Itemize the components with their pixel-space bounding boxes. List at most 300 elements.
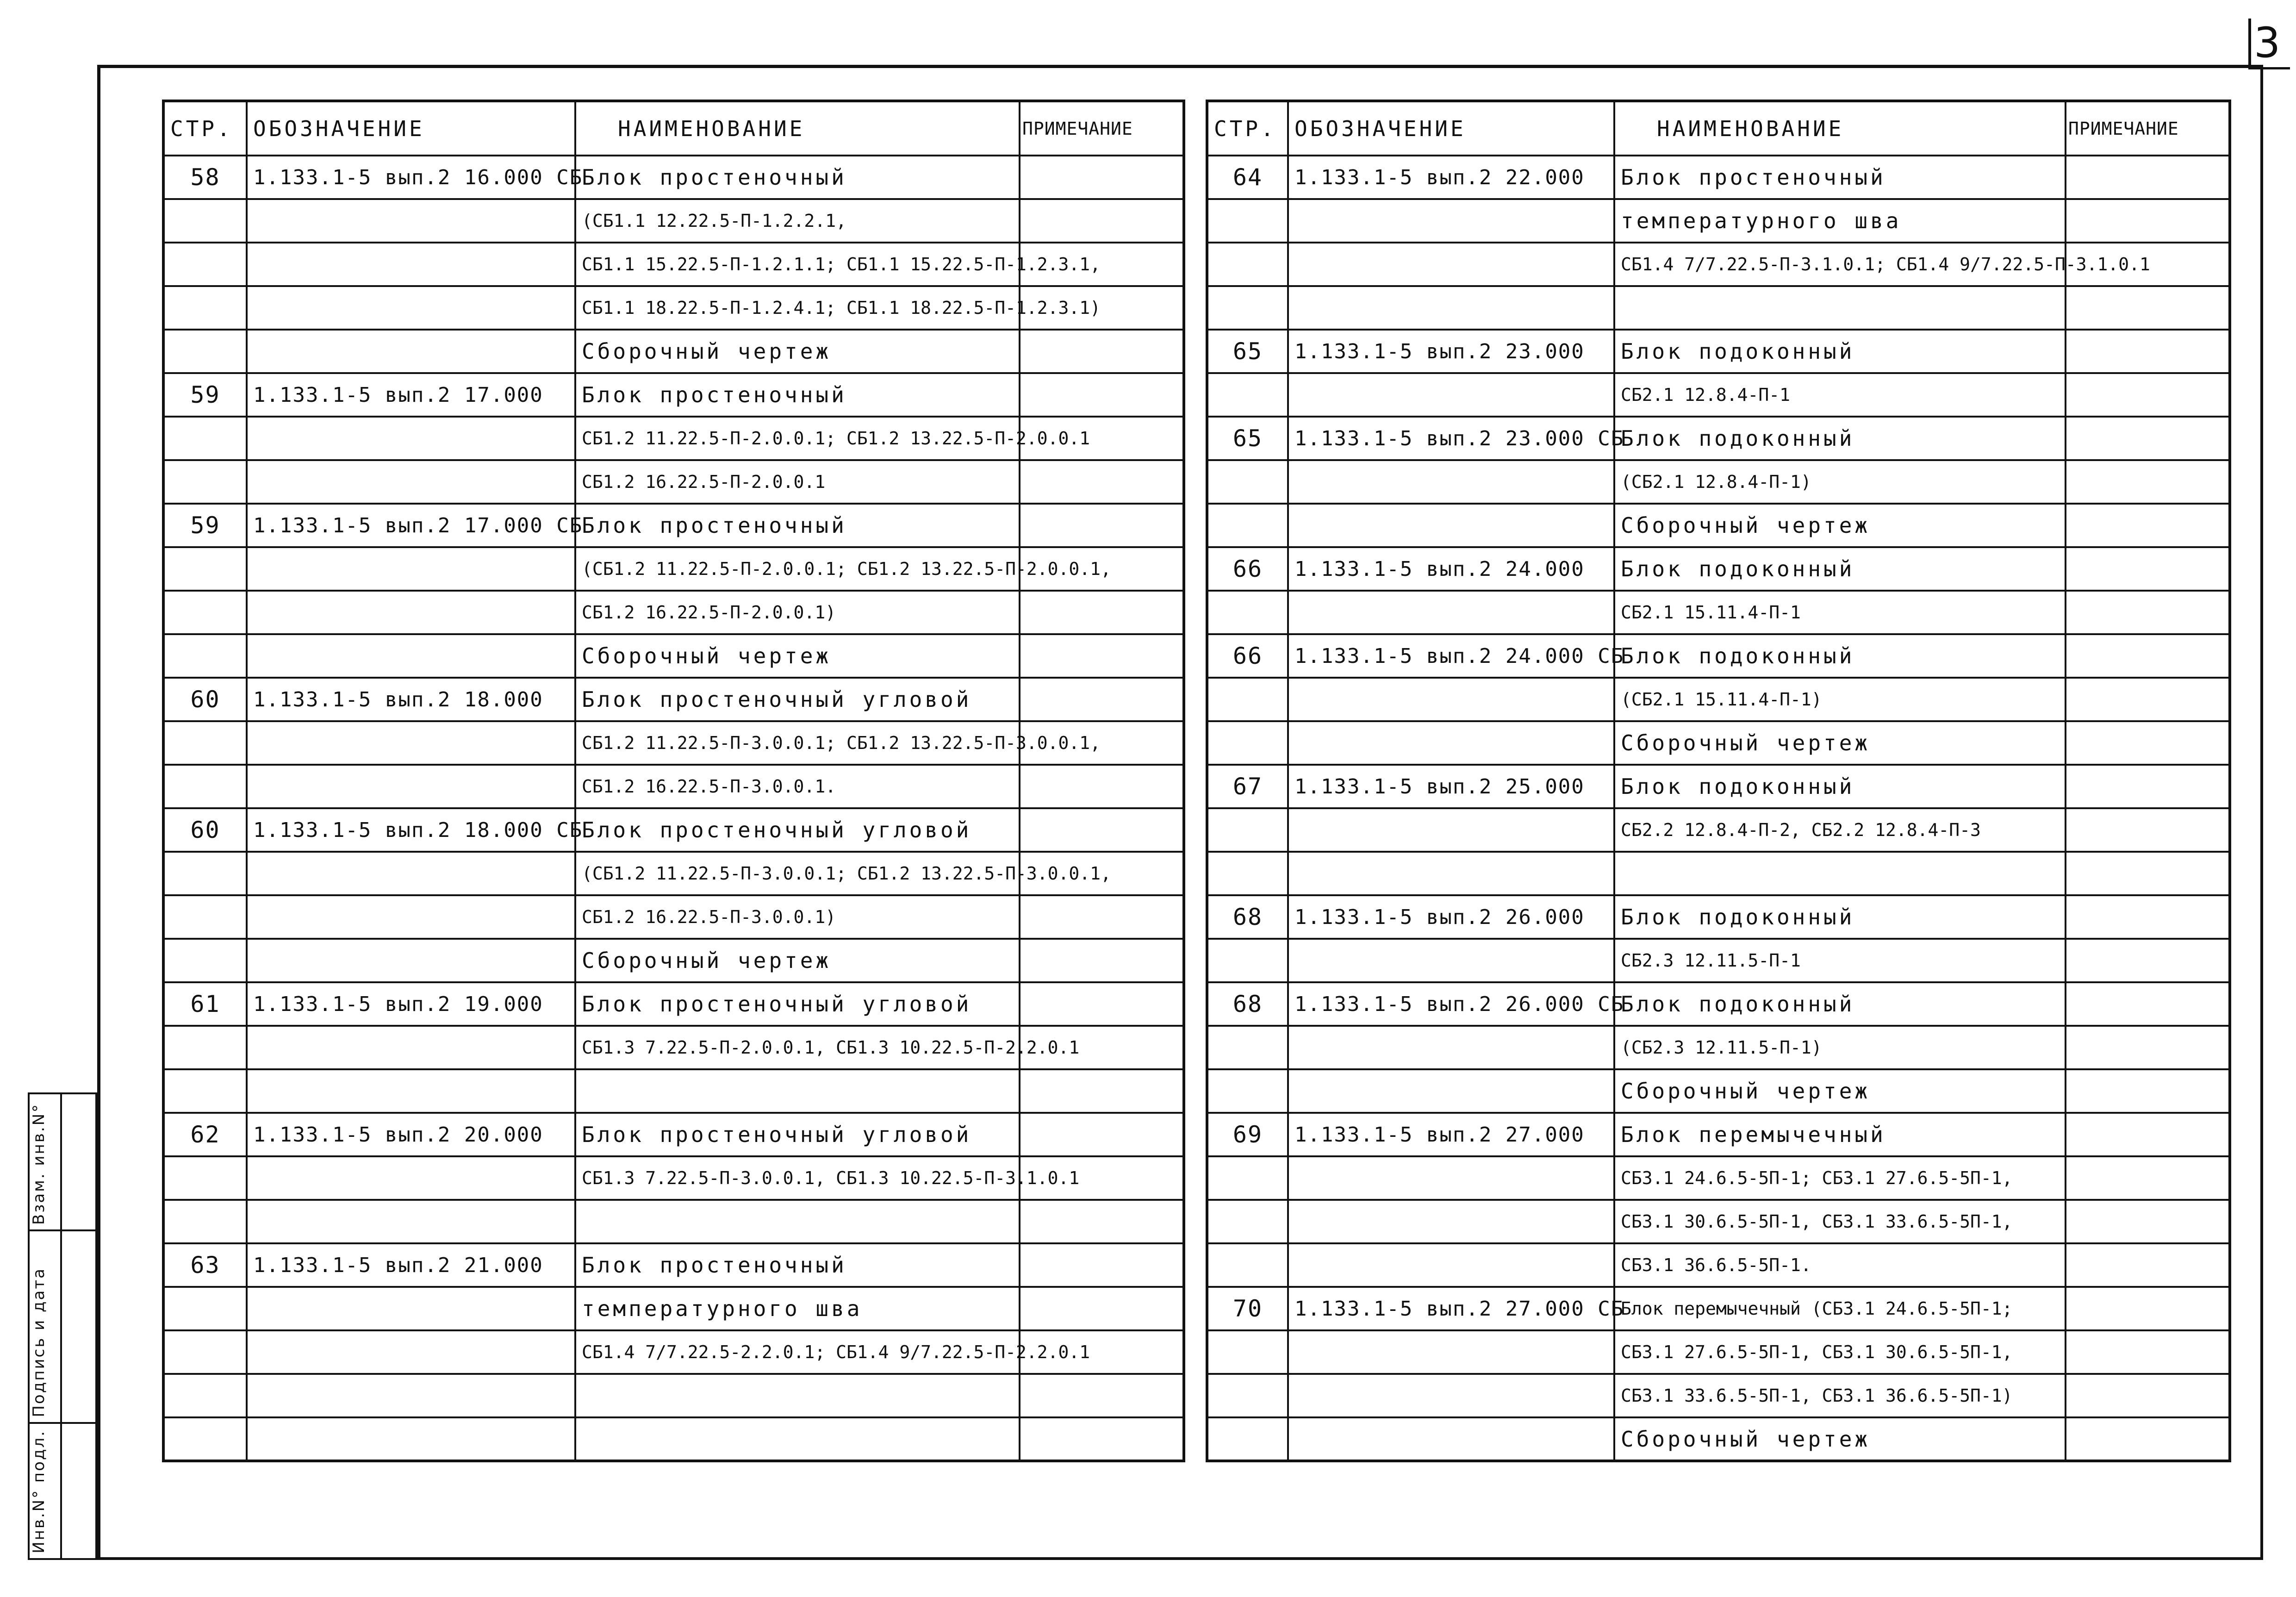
designation-cell	[247, 417, 575, 460]
designation-cell: 1.133.1-5 вып.2 27.000	[1288, 1113, 1614, 1156]
page-cell: 58	[163, 156, 247, 199]
table-row	[1207, 199, 2230, 243]
header-page: СТР.	[163, 101, 247, 156]
designation-cell	[247, 721, 575, 765]
designation-cell	[1288, 1069, 1614, 1113]
note-cell	[2066, 286, 2230, 330]
name-cell: СБ2.1 12.8.4-П-1	[1614, 373, 2066, 417]
name-cell: Сборочный чертеж	[1614, 504, 2066, 547]
table-body-left	[163, 156, 1184, 1461]
note-cell	[1020, 1374, 1184, 1417]
page-cell	[163, 852, 247, 895]
table-row	[1207, 678, 2230, 721]
name-cell: Блок простеночный угловой	[575, 982, 1020, 1026]
note-cell	[2066, 1287, 2230, 1330]
table-row	[1207, 1200, 2230, 1243]
table-row	[1207, 634, 2230, 678]
name-cell: Блок простеночный	[575, 373, 1020, 417]
designation-cell: 1.133.1-5 вып.2 23.000 СБ	[1288, 417, 1614, 460]
name-cell: температурного шва	[1614, 199, 2066, 243]
page-cell	[1207, 678, 1288, 721]
designation-cell	[1288, 286, 1614, 330]
page-cell: 66	[1207, 634, 1288, 678]
designation-cell	[1288, 460, 1614, 504]
designation-cell	[1288, 1243, 1614, 1287]
page-cell: 66	[1207, 547, 1288, 591]
name-cell: (СБ1.2 11.22.5-П-2.0.0.1; СБ1.2 13.22.5-П-2.0.0.1,	[575, 547, 1020, 591]
table-row	[1207, 765, 2230, 808]
designation-cell: 1.133.1-5 вып.2 18.000 СБ	[247, 808, 575, 852]
table-row	[1207, 808, 2230, 852]
page-cell	[1207, 504, 1288, 547]
designation-cell	[247, 591, 575, 634]
table-row	[1207, 1243, 2230, 1287]
name-cell	[575, 1200, 1020, 1243]
note-cell	[1020, 1287, 1184, 1330]
note-cell	[2066, 547, 2230, 591]
designation-cell: 1.133.1-5 вып.2 22.000	[1288, 156, 1614, 199]
note-cell	[1020, 199, 1184, 243]
page-cell	[1207, 243, 1288, 286]
name-cell: Блок подоконный	[1614, 895, 2066, 939]
name-cell: (СБ2.3 12.11.5-П-1)	[1614, 1026, 2066, 1069]
name-cell: СБ1.1 15.22.5-П-1.2.1.1; СБ1.1 15.22.5-П-1.2.3.1,	[575, 243, 1020, 286]
header-note: ПРИМЕЧАНИЕ	[1020, 101, 1184, 156]
page-cell	[1207, 1417, 1288, 1461]
note-cell	[2066, 1069, 2230, 1113]
page-cell: 61	[163, 982, 247, 1026]
table-row	[163, 1113, 1184, 1156]
page-cell: 59	[163, 504, 247, 547]
table-row	[163, 895, 1184, 939]
name-cell: (СБ1.1 12.22.5-П-1.2.2.1,	[575, 199, 1020, 243]
note-cell	[1020, 591, 1184, 634]
page-cell: 69	[1207, 1113, 1288, 1156]
designation-cell	[1288, 1417, 1614, 1461]
table-row	[163, 1330, 1184, 1374]
page-cell	[1207, 852, 1288, 895]
designation-cell	[247, 765, 575, 808]
page-cell	[163, 1200, 247, 1243]
name-cell: Блок подоконный	[1614, 330, 2066, 373]
designation-cell	[1288, 1200, 1614, 1243]
page-cell	[1207, 1156, 1288, 1200]
stamp-column-divider	[60, 1092, 62, 1560]
page-cell	[163, 591, 247, 634]
header-note: ПРИМЕЧАНИЕ	[2066, 101, 2230, 156]
name-cell: СБ3.1 36.6.5-5П-1.	[1614, 1243, 2066, 1287]
page-cell	[1207, 373, 1288, 417]
note-cell	[2066, 1113, 2230, 1156]
name-cell: Сборочный чертеж	[575, 330, 1020, 373]
note-cell	[2066, 373, 2230, 417]
name-cell: Блок подоконный	[1614, 634, 2066, 678]
designation-cell	[247, 547, 575, 591]
name-cell: СБ1.2 11.22.5-П-3.0.0.1; СБ1.2 13.22.5-П-3.0.0.1,	[575, 721, 1020, 765]
table-row	[1207, 330, 2230, 373]
table-row	[1207, 895, 2230, 939]
name-cell	[575, 1417, 1020, 1461]
name-cell	[1614, 286, 2066, 330]
table-row	[1207, 982, 2230, 1026]
table-row	[1207, 939, 2230, 982]
designation-cell: 1.133.1-5 вып.2 25.000	[1288, 765, 1614, 808]
name-cell: Блок простеночный	[575, 504, 1020, 547]
designation-cell: 1.133.1-5 вып.2 23.000	[1288, 330, 1614, 373]
designation-cell	[247, 1287, 575, 1330]
name-cell: Блок простеночный угловой	[575, 678, 1020, 721]
note-cell	[1020, 678, 1184, 721]
name-cell: температурного шва	[575, 1287, 1020, 1330]
note-cell	[2066, 808, 2230, 852]
designation-cell	[247, 460, 575, 504]
note-cell	[1020, 373, 1184, 417]
note-cell	[1020, 808, 1184, 852]
designation-cell	[1288, 852, 1614, 895]
designation-cell	[1288, 1026, 1614, 1069]
name-cell	[1614, 852, 2066, 895]
note-cell	[2066, 982, 2230, 1026]
designation-cell	[1288, 721, 1614, 765]
page-cell: 62	[163, 1113, 247, 1156]
designation-cell: 1.133.1-5 вып.2 18.000	[247, 678, 575, 721]
table-row	[1207, 1287, 2230, 1330]
name-cell: СБ1.2 11.22.5-П-2.0.0.1; СБ1.2 13.22.5-П-2.0.0.1	[575, 417, 1020, 460]
header-name: НАИМЕНОВАНИЕ	[575, 101, 1020, 156]
table-row	[163, 1374, 1184, 1417]
page-cell	[163, 721, 247, 765]
name-cell: СБ2.3 12.11.5-П-1	[1614, 939, 2066, 982]
name-cell: СБ3.1 33.6.5-5П-1, СБ3.1 36.6.5-5П-1)	[1614, 1374, 2066, 1417]
page-cell	[1207, 721, 1288, 765]
note-cell	[1020, 1069, 1184, 1113]
designation-cell: 1.133.1-5 вып.2 20.000	[247, 1113, 575, 1156]
table-row	[163, 156, 1184, 199]
table-row	[1207, 1069, 2230, 1113]
table-row	[163, 243, 1184, 286]
name-cell: СБ1.2 16.22.5-П-3.0.0.1.	[575, 765, 1020, 808]
table-row	[163, 765, 1184, 808]
designation-cell: 1.133.1-5 вып.2 17.000	[247, 373, 575, 417]
table-row	[163, 330, 1184, 373]
designation-cell	[247, 1374, 575, 1417]
name-cell: СБ2.1 15.11.4-П-1	[1614, 591, 2066, 634]
designation-cell	[1288, 243, 1614, 286]
note-cell	[2066, 1026, 2230, 1069]
table-header-row	[1207, 101, 2230, 156]
designation-cell	[247, 243, 575, 286]
page-cell	[163, 199, 247, 243]
note-cell	[2066, 852, 2230, 895]
page-cell	[1207, 1200, 1288, 1243]
table-row	[163, 547, 1184, 591]
name-cell: Блок перемычечный	[1614, 1113, 2066, 1156]
header-name: НАИМЕНОВАНИЕ	[1614, 101, 2066, 156]
name-cell: СБ3.1 24.6.5-5П-1; СБ3.1 27.6.5-5П-1,	[1614, 1156, 2066, 1200]
designation-cell	[1288, 1374, 1614, 1417]
page-cell	[1207, 939, 1288, 982]
note-cell	[2066, 634, 2230, 678]
page-cell	[1207, 1243, 1288, 1287]
stamp-cell-sign	[28, 1229, 97, 1424]
note-cell	[1020, 460, 1184, 504]
designation-cell: 1.133.1-5 вып.2 24.000	[1288, 547, 1614, 591]
note-cell	[2066, 504, 2230, 547]
page-cell	[1207, 591, 1288, 634]
note-cell	[2066, 199, 2230, 243]
name-cell: Блок простеночный	[575, 156, 1020, 199]
name-cell: СБ1.3 7.22.5-П-2.0.0.1, СБ1.3 10.22.5-П-2.2.0.1	[575, 1026, 1020, 1069]
designation-cell: 1.133.1-5 вып.2 24.000 СБ	[1288, 634, 1614, 678]
note-cell	[1020, 634, 1184, 678]
note-cell	[2066, 1330, 2230, 1374]
name-cell: (СБ1.2 11.22.5-П-3.0.0.1; СБ1.2 13.22.5-П-3.0.0.1,	[575, 852, 1020, 895]
side-stamp	[28, 1092, 97, 1560]
table-row	[163, 721, 1184, 765]
table-row	[1207, 373, 2230, 417]
name-cell: Блок простеночный угловой	[575, 808, 1020, 852]
note-cell	[2066, 591, 2230, 634]
note-cell	[1020, 1417, 1184, 1461]
table-row	[1207, 591, 2230, 634]
header-page: СТР.	[1207, 101, 1288, 156]
page-cell	[163, 1330, 247, 1374]
table-header-row	[163, 101, 1184, 156]
note-cell	[2066, 1417, 2230, 1461]
name-cell: (СБ2.1 12.8.4-П-1)	[1614, 460, 2066, 504]
note-cell	[2066, 765, 2230, 808]
designation-cell: 1.133.1-5 вып.2 19.000	[247, 982, 575, 1026]
page-cell: 60	[163, 808, 247, 852]
page-cell	[163, 243, 247, 286]
page-cell	[163, 1069, 247, 1113]
table-row	[163, 460, 1184, 504]
table-row	[163, 1287, 1184, 1330]
note-cell	[1020, 765, 1184, 808]
table-body-right	[1207, 156, 2230, 1461]
name-cell: СБ1.2 16.22.5-П-2.0.0.1)	[575, 591, 1020, 634]
page-cell	[1207, 460, 1288, 504]
table-row	[1207, 286, 2230, 330]
note-cell	[1020, 1200, 1184, 1243]
name-cell: Блок подоконный	[1614, 982, 2066, 1026]
stamp-sign-date-label: Подпись и дата	[30, 1267, 48, 1417]
page-cell	[1207, 1330, 1288, 1374]
page-cell	[163, 1287, 247, 1330]
designation-cell	[247, 199, 575, 243]
name-cell: Сборочный чертеж	[575, 939, 1020, 982]
page-cell: 68	[1207, 982, 1288, 1026]
table-row	[1207, 417, 2230, 460]
header-designation: ОБОЗНАЧЕНИЕ	[247, 101, 575, 156]
page-cell	[163, 1417, 247, 1461]
table-row	[163, 678, 1184, 721]
page-cell	[163, 1026, 247, 1069]
table-row	[163, 591, 1184, 634]
name-cell: Блок простеночный угловой	[575, 1113, 1020, 1156]
page-cell: 60	[163, 678, 247, 721]
contents-table-right	[1206, 100, 2231, 1462]
name-cell: Блок подоконный	[1614, 547, 2066, 591]
designation-cell	[247, 1200, 575, 1243]
designation-cell	[1288, 1156, 1614, 1200]
table-row	[1207, 721, 2230, 765]
table-row	[163, 199, 1184, 243]
table-row	[163, 808, 1184, 852]
table-row	[163, 1026, 1184, 1069]
note-cell	[1020, 895, 1184, 939]
table-row	[1207, 156, 2230, 199]
designation-cell	[247, 286, 575, 330]
note-cell	[2066, 939, 2230, 982]
page-cell	[163, 547, 247, 591]
note-cell	[1020, 330, 1184, 373]
name-cell: СБ3.1 27.6.5-5П-1, СБ3.1 30.6.5-5П-1,	[1614, 1330, 2066, 1374]
designation-cell	[1288, 591, 1614, 634]
name-cell: Сборочный чертеж	[1614, 1417, 2066, 1461]
table-row	[1207, 243, 2230, 286]
stamp-inv-orig-label: Инв.N° подл.	[30, 1430, 48, 1553]
stamp-cell-inv	[28, 1422, 97, 1560]
name-cell: (СБ2.1 15.11.4-П-1)	[1614, 678, 2066, 721]
header-designation: ОБОЗНАЧЕНИЕ	[1288, 101, 1614, 156]
note-cell	[1020, 1113, 1184, 1156]
note-cell	[2066, 721, 2230, 765]
note-cell	[2066, 1156, 2230, 1200]
page-cell	[1207, 1026, 1288, 1069]
note-cell	[2066, 417, 2230, 460]
designation-cell	[247, 1156, 575, 1200]
table-row	[163, 1200, 1184, 1243]
note-cell	[1020, 982, 1184, 1026]
name-cell: Сборочный чертеж	[575, 634, 1020, 678]
name-cell: Блок подоконный	[1614, 765, 2066, 808]
page-cell	[163, 330, 247, 373]
designation-cell	[247, 1026, 575, 1069]
designation-cell: 1.133.1-5 вып.2 16.000 СБ	[247, 156, 575, 199]
page-number-underline	[2248, 67, 2290, 69]
name-cell: Блок перемычечный (СБ3.1 24.6.5-5П-1;	[1614, 1287, 2066, 1330]
note-cell	[2066, 1200, 2230, 1243]
table-row	[1207, 1330, 2230, 1374]
designation-cell	[1288, 678, 1614, 721]
page-cell	[163, 939, 247, 982]
name-cell	[575, 1069, 1020, 1113]
note-cell	[2066, 1243, 2230, 1287]
designation-cell	[247, 895, 575, 939]
page-cell: 59	[163, 373, 247, 417]
page-cell	[1207, 199, 1288, 243]
page-cell	[1207, 808, 1288, 852]
note-cell	[2066, 330, 2230, 373]
designation-cell	[1288, 199, 1614, 243]
page-cell: 65	[1207, 330, 1288, 373]
designation-cell	[1288, 373, 1614, 417]
name-cell: СБ1.3 7.22.5-П-3.0.0.1, СБ1.3 10.22.5-П-3.1.0.1	[575, 1156, 1020, 1200]
page-cell	[163, 895, 247, 939]
designation-cell: 1.133.1-5 вып.2 21.000	[247, 1243, 575, 1287]
note-cell	[1020, 939, 1184, 982]
page-cell	[1207, 286, 1288, 330]
table-row	[163, 982, 1184, 1026]
designation-cell	[247, 1330, 575, 1374]
page-cell	[1207, 1069, 1288, 1113]
designation-cell	[1288, 504, 1614, 547]
page-cell	[163, 1156, 247, 1200]
page-cell: 65	[1207, 417, 1288, 460]
table-row	[163, 1156, 1184, 1200]
name-cell: Блок подоконный	[1614, 417, 2066, 460]
designation-cell	[247, 939, 575, 982]
name-cell: СБ3.1 30.6.5-5П-1, СБ3.1 33.6.5-5П-1,	[1614, 1200, 2066, 1243]
page-number: 3	[2254, 19, 2281, 67]
table-row	[1207, 1113, 2230, 1156]
designation-cell: 1.133.1-5 вып.2 26.000 СБ	[1288, 982, 1614, 1026]
note-cell	[2066, 678, 2230, 721]
table-row	[163, 1243, 1184, 1287]
note-cell	[2066, 1374, 2230, 1417]
table-row	[163, 373, 1184, 417]
designation-cell	[1288, 808, 1614, 852]
name-cell: Блок простеночный	[575, 1243, 1020, 1287]
designation-cell: 1.133.1-5 вып.2 17.000 СБ	[247, 504, 575, 547]
table-row	[163, 504, 1184, 547]
name-cell: СБ1.1 18.22.5-П-1.2.4.1; СБ1.1 18.22.5-П-1.2.3.1)	[575, 286, 1020, 330]
table-row	[1207, 1417, 2230, 1461]
name-cell: Блок простеночный	[1614, 156, 2066, 199]
page-cell	[163, 417, 247, 460]
page-cell: 70	[1207, 1287, 1288, 1330]
name-cell: СБ1.4 7/7.22.5-П-3.1.0.1; СБ1.4 9/7.22.5-П-3.1.0.1	[1614, 243, 2066, 286]
table-row	[163, 417, 1184, 460]
note-cell	[1020, 156, 1184, 199]
contents-table-left	[162, 100, 1185, 1462]
page-number-divider	[2248, 19, 2251, 69]
name-cell: Сборочный чертеж	[1614, 1069, 2066, 1113]
table-row	[1207, 547, 2230, 591]
designation-cell: 1.133.1-5 вып.2 27.000 СБ	[1288, 1287, 1614, 1330]
note-cell	[2066, 460, 2230, 504]
designation-cell	[247, 1069, 575, 1113]
table-row	[163, 1417, 1184, 1461]
note-cell	[2066, 156, 2230, 199]
designation-cell	[247, 852, 575, 895]
designation-cell	[247, 634, 575, 678]
page-cell	[163, 286, 247, 330]
name-cell: СБ1.2 16.22.5-П-2.0.0.1	[575, 460, 1020, 504]
designation-cell	[247, 1417, 575, 1461]
name-cell: СБ1.2 16.22.5-П-3.0.0.1)	[575, 895, 1020, 939]
name-cell: СБ1.4 7/7.22.5-2.2.0.1; СБ1.4 9/7.22.5-П-2.2.0.1	[575, 1330, 1020, 1374]
page-cell: 63	[163, 1243, 247, 1287]
stamp-cell-vzam	[28, 1092, 97, 1231]
name-cell	[575, 1374, 1020, 1417]
page-cell	[163, 634, 247, 678]
stamp-vzam-inv-label: Взам. инв.N°	[30, 1103, 48, 1225]
table-row	[163, 939, 1184, 982]
page-cell	[163, 460, 247, 504]
table-row	[1207, 460, 2230, 504]
page-cell	[163, 1374, 247, 1417]
note-cell	[1020, 1243, 1184, 1287]
designation-cell	[1288, 939, 1614, 982]
table-row	[1207, 504, 2230, 547]
name-cell: СБ2.2 12.8.4-П-2, СБ2.2 12.8.4-П-3	[1614, 808, 2066, 852]
designation-cell	[247, 330, 575, 373]
table-row	[1207, 1026, 2230, 1069]
page-cell	[163, 765, 247, 808]
page-cell: 64	[1207, 156, 1288, 199]
